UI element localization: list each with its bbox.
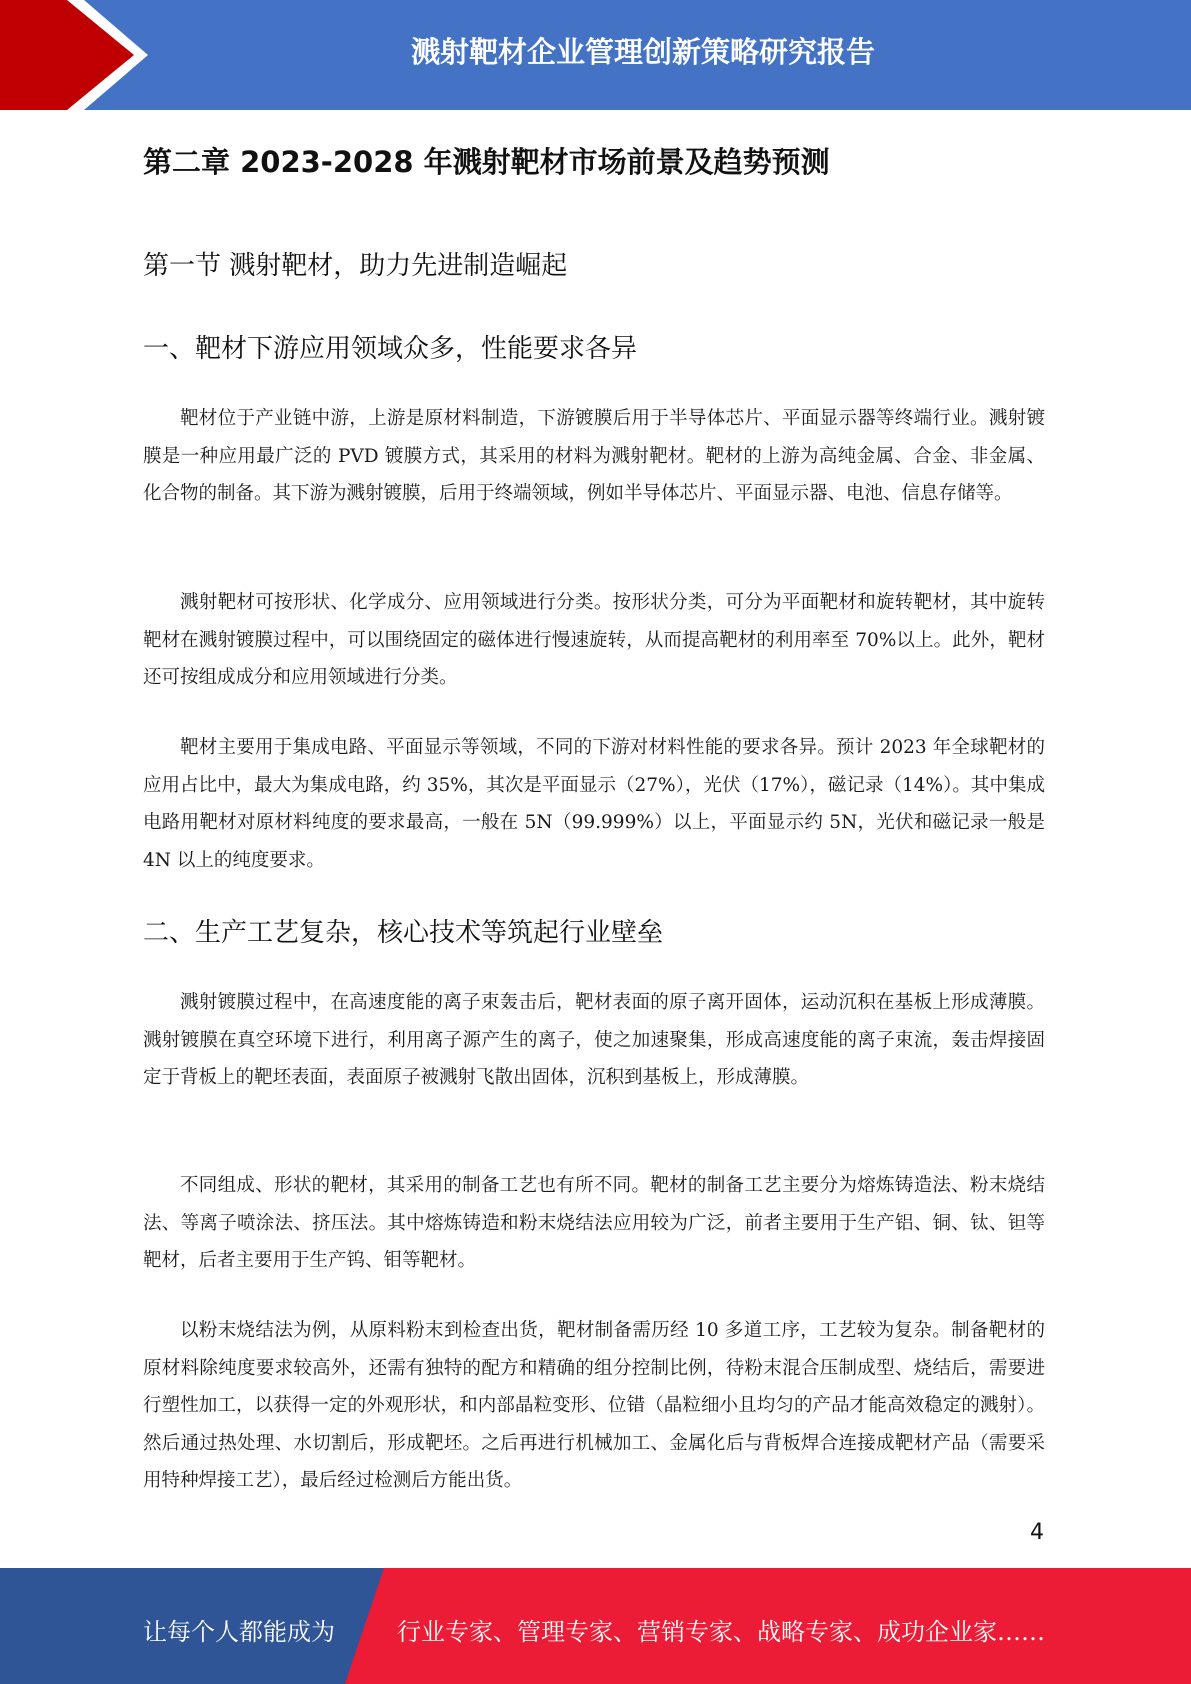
subsection-title-2: 二、生产工艺复杂，核心技术等筑起行业壁垒: [143, 918, 664, 948]
footer-slogan-left: 让每个人都能成为: [143, 1618, 335, 1646]
paragraph: 溅射镀膜过程中，在高速度能的离子束轰击后，靶材表面的原子离开固体，运动沉积在基板上形成薄膜。溅射镀膜在真空环境下进行，利用离子源产生的离子，使之加速聚集，形成高速度能的离子束流，轰击焊接固定于背板上的靶坯表面，表面原子被溅射飞散出固体，沉积到基板上，形成薄膜。: [143, 992, 1045, 1089]
header-banner: [0, 0, 1191, 110]
footer-slogan-right: 行业专家、管理专家、营销专家、战略专家、成功企业家……: [397, 1618, 1045, 1646]
footer-banner: [0, 1568, 1191, 1684]
report-title: 溅射靶材企业管理创新策略研究报告: [410, 35, 875, 69]
chapter-title: 第二章 2023-2028 年溅射靶材市场前景及趋势预测: [143, 145, 830, 179]
paragraph: 以粉末烧结法为例，从原料粉末到检查出货，靶材制备需历经 10 多道工序，工艺较为复杂。制备靶材的原材料除纯度要求较高外，还需有独特的配方和精确的组分控制比例，待粉末混合压制成型、烧结后，需要进行塑性加工，以获得一定的外观形状，和内部晶粒变形、位错（晶粒细小且均匀的产品才能高效稳定的溅射）。然后通过热处理、水切割后，形成靶坯。之后再进行机械加工、金属化后与背板焊合连接成靶材产品（需要采用特种焊接工艺），最后经过检测后方能出货。: [143, 1320, 1045, 1492]
paragraph: 溅射靶材可按形状、化学成分、应用领域进行分类。按形状分类，可分为平面靶材和旋转靶材，其中旋转靶材在溅射镀膜过程中，可以围绕固定的磁体进行慢速旋转，从而提高靶材的利用率至 70%以上。此外，靶材还可按组成成分和应用领域进行分类。: [143, 592, 1045, 689]
subsection-title-1: 一、靶材下游应用领域众多，性能要求各异: [143, 334, 638, 364]
page-number: 4: [1030, 1520, 1044, 1545]
section-title: 第一节 溅射靶材，助力先进制造崛起: [143, 251, 568, 281]
paragraph: 靶材位于产业链中游，上游是原材料制造，下游镀膜后用于半导体芯片、平面显示器等终端行业。溅射镀膜是一种应用最广泛的 PVD 镀膜方式，其采用的材料为溅射靶材。靶材的上游为高纯金属、合金、非金属、化合物的制备。其下游为溅射镀膜，后用于终端领域，例如半导体芯片、平面显示器、电池、信息存储等。: [143, 408, 1045, 505]
paragraph: 不同组成、形状的靶材，其采用的制备工艺也有所不同。靶材的制备工艺主要分为熔炼铸造法、粉末烧结法、等离子喷涂法、挤压法。其中熔炼铸造和粉末烧结法应用较为广泛，前者主要用于生产铝、铜、钛、钽等靶材，后者主要用于生产钨、钼等靶材。: [143, 1175, 1045, 1272]
paragraph: 靶材主要用于集成电路、平面显示等领域，不同的下游对材料性能的要求各异。预计 2023 年全球靶材的应用占比中，最大为集成电路，约 35%，其次是平面显示（27%），光伏（17%），磁记录（14%）。其中集成电路用靶材对原材料纯度的要求最高，一般在 5N（99.999%）以上，平面显示约 5N，光伏和磁记录一般是 4N 以上的纯度要求。: [143, 737, 1045, 871]
